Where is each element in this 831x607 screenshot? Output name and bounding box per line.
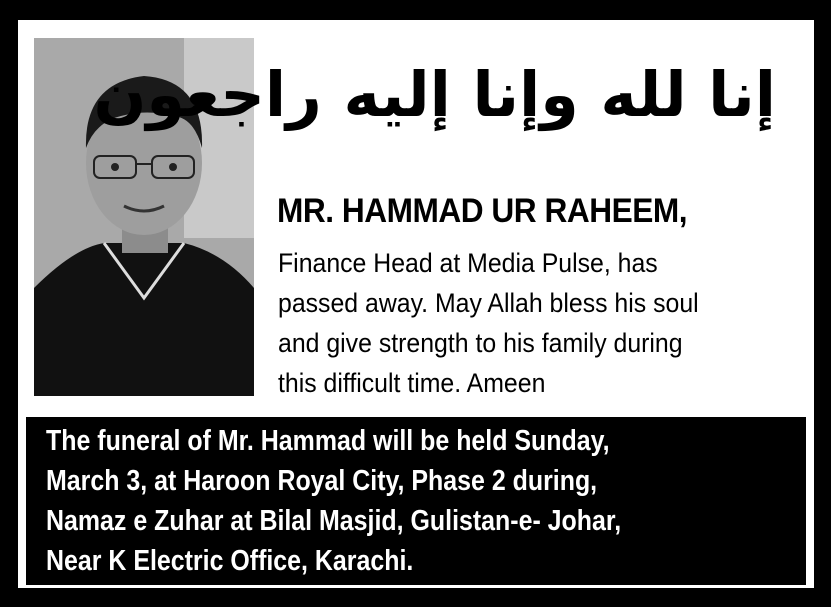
funeral-line: March 3, at Haroon Royal City, Phase 2 during,	[46, 465, 598, 497]
funeral-details-box	[26, 417, 806, 585]
arabic-calligraphy	[93, 40, 790, 170]
funeral-line: Near K Electric Office, Karachi.	[46, 545, 414, 577]
condolence-message	[278, 243, 798, 403]
message-line: this difficult time. Ameen	[278, 368, 546, 398]
message-line: Finance Head at Media Pulse, has	[278, 248, 658, 278]
funeral-line: The funeral of Mr. Hammad will be held Sunday,	[46, 425, 610, 457]
message-line: and give strength to his family during	[278, 328, 683, 358]
funeral-line: Namaz e Zuhar at Bilal Masjid, Gulistan-e- Johar,	[46, 505, 622, 537]
message-line: passed away. May Allah bless his soul	[278, 288, 699, 318]
arabic-verse: إنا لله وإنا إليه راجعون	[93, 58, 776, 131]
deceased-name: MR. HAMMAD UR RAHEEM,	[277, 192, 688, 230]
